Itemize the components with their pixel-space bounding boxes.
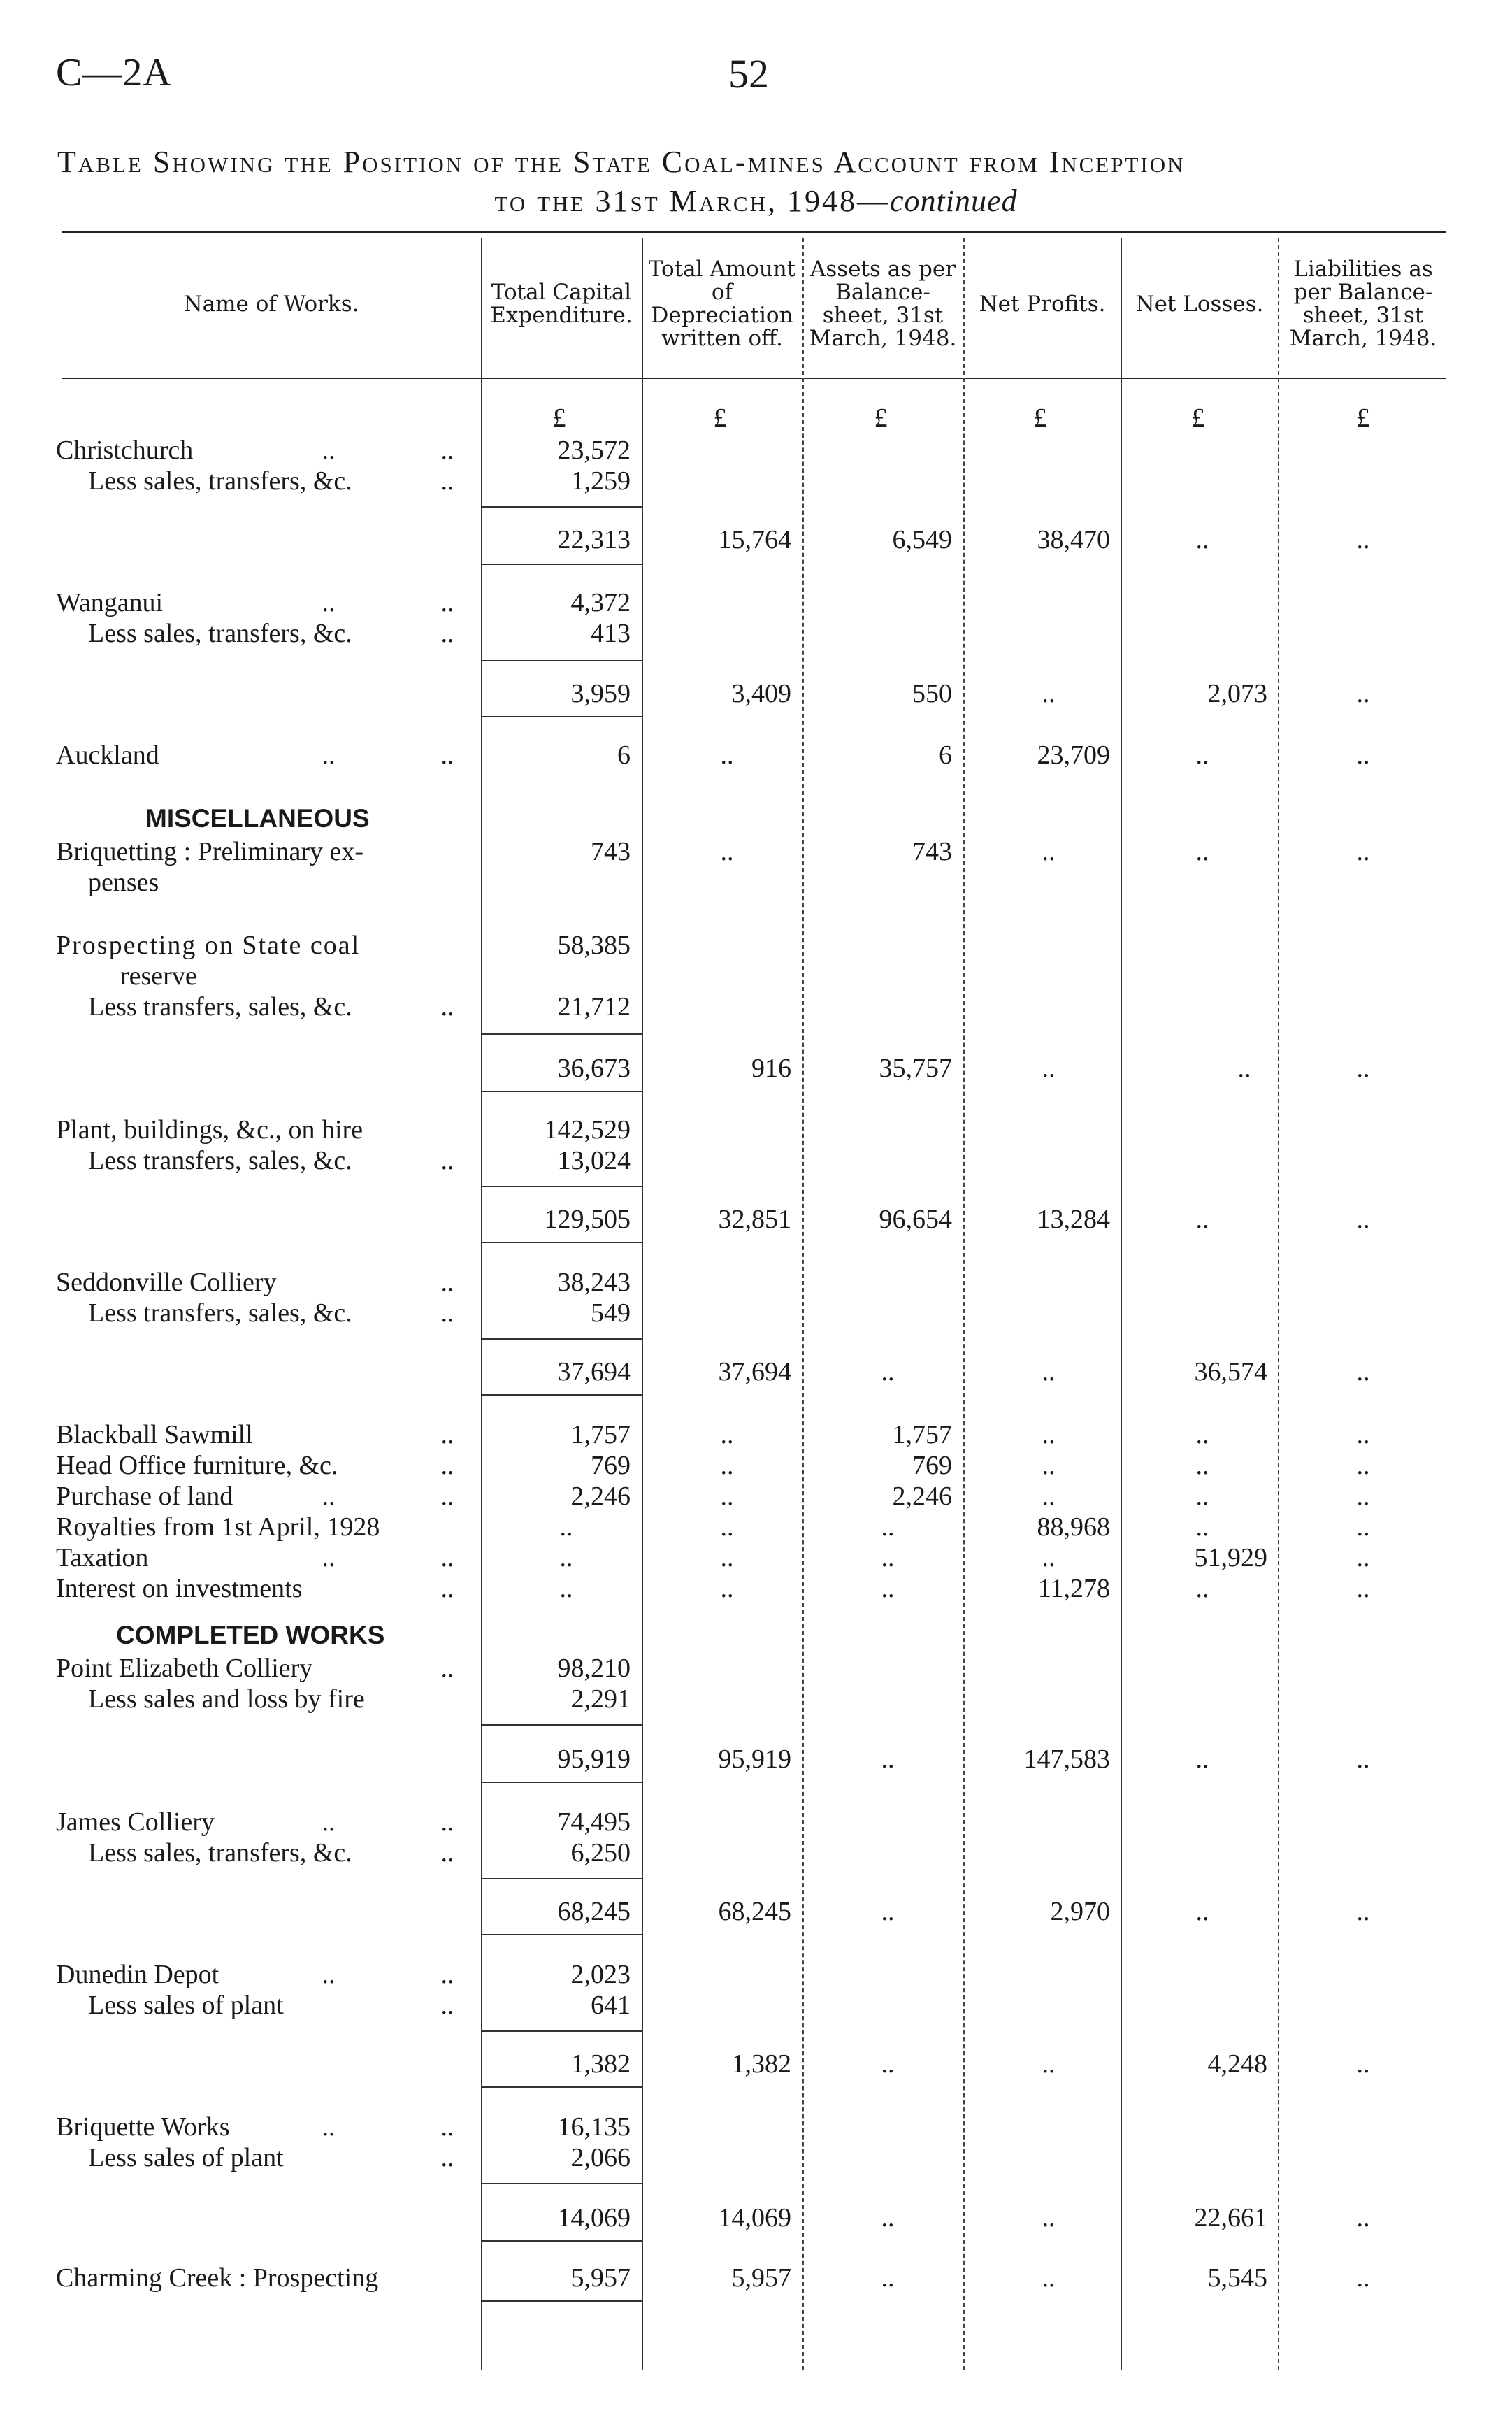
depreciation-value: .. [720, 1451, 734, 1480]
losses-value: .. [1195, 1897, 1209, 1926]
capital-value: .. [559, 1512, 573, 1542]
col-header-losses: Net Losses. [1135, 291, 1264, 317]
losses-value: 36,574 [1194, 1357, 1267, 1386]
capital-value: 74,495 [557, 1807, 631, 1837]
capital-value: .. [559, 1543, 573, 1572]
header-bottom-rule [62, 378, 1446, 379]
leader-dots: .. [440, 2143, 454, 2172]
liabilities-value: .. [1356, 525, 1370, 554]
page-number: 52 [728, 51, 769, 96]
liabilities-value: .. [1356, 837, 1370, 866]
subtotal-rule [482, 2240, 642, 2242]
capital-value: 2,246 [570, 1482, 631, 1511]
losses-value: .. [1195, 1205, 1209, 1234]
depreciation-value: .. [720, 837, 734, 866]
losses-value: 51,929 [1194, 1543, 1267, 1572]
liabilities-value: .. [1356, 1897, 1370, 1926]
depreciation-value: 37,694 [718, 1357, 791, 1386]
leader-dots: .. [322, 1960, 336, 1989]
profits-value: .. [1042, 837, 1056, 866]
subtotal-rule [482, 1242, 642, 1243]
section-heading-miscellaneous: MISCELLANEOUS [145, 804, 370, 833]
currency-symbol: £ [1033, 403, 1047, 433]
liabilities-value: .. [1356, 1451, 1370, 1480]
leader-dots: .. [440, 436, 454, 465]
row-name: Less sales of plant [88, 1991, 284, 2020]
row-name: reserve [120, 961, 197, 991]
profits-value: .. [1042, 1451, 1056, 1480]
subtotal-rule [482, 1186, 642, 1187]
row-name: Wanganui [56, 588, 164, 617]
table-title-line1: Table Showing the Position of the State Coal-mines Account from Inception [57, 145, 1186, 179]
subtotal-rule [482, 716, 642, 717]
leader-dots: .. [322, 1482, 336, 1511]
capital-value: 16,135 [557, 2112, 631, 2142]
capital-value: 36,673 [557, 1054, 631, 1083]
capital-value: 2,291 [570, 1684, 631, 1714]
losses-value: .. [1195, 740, 1209, 770]
liabilities-value: .. [1356, 1744, 1370, 1774]
subtotal-rule [482, 1338, 642, 1340]
depreciation-value: .. [720, 1512, 734, 1542]
row-name: Head Office furniture, &c. [56, 1451, 338, 1480]
currency-symbol: £ [713, 403, 727, 433]
subtotal-rule [482, 1033, 642, 1035]
profits-value: 2,970 [1050, 1897, 1110, 1926]
capital-value: 1,757 [570, 1420, 631, 1449]
subtotal-rule [482, 1782, 642, 1783]
row-name: Briquette Works [56, 2112, 230, 2142]
liabilities-value: .. [1356, 679, 1370, 708]
col-divider [642, 238, 643, 2370]
col-divider [802, 238, 804, 2370]
capital-value: 58,385 [557, 931, 631, 960]
profits-value: 38,470 [1037, 525, 1110, 554]
leader-dots: .. [440, 1543, 454, 1572]
profits-value: 88,968 [1037, 1512, 1110, 1542]
capital-value: 38,243 [557, 1268, 631, 1297]
capital-value: 6,250 [570, 1838, 631, 1868]
row-name: Less sales, transfers, &c. [88, 1838, 352, 1868]
profits-value: 11,278 [1037, 1574, 1110, 1603]
col-divider [1278, 238, 1279, 2370]
profits-value: 13,284 [1037, 1205, 1110, 1234]
leader-dots: .. [440, 1298, 454, 1328]
row-name: Briquetting : Preliminary ex- [56, 837, 364, 866]
depreciation-value: 14,069 [718, 2203, 791, 2233]
col-divider [963, 238, 965, 2370]
capital-value: 13,024 [557, 1146, 631, 1175]
depreciation-value: 916 [751, 1054, 791, 1083]
profits-value: .. [1042, 1482, 1056, 1511]
losses-value: .. [1237, 1054, 1251, 1083]
capital-value: 6 [617, 740, 631, 770]
profits-value: .. [1042, 2049, 1056, 2079]
leader-dots: .. [440, 1268, 454, 1297]
section-heading-completed-works: COMPLETED WORKS [116, 1621, 385, 1649]
row-name: Less transfers, sales, &c. [88, 1298, 352, 1328]
depreciation-value: 3,409 [731, 679, 791, 708]
subtotal-rule [482, 2300, 642, 2302]
depreciation-value: .. [720, 1574, 734, 1603]
row-name: Less sales, transfers, &c. [88, 619, 352, 648]
leader-dots: .. [440, 2112, 454, 2142]
table-title-line2: to the 31st March, 1948—continued [494, 184, 1018, 218]
liabilities-value: .. [1356, 1357, 1370, 1386]
capital-value: 98,210 [557, 1654, 631, 1683]
leader-dots: .. [440, 1960, 454, 1989]
capital-value: 37,694 [557, 1357, 631, 1386]
row-name: Less sales of plant [88, 2143, 284, 2172]
continued-label: continued [889, 184, 1018, 218]
depreciation-value: .. [720, 1420, 734, 1449]
leader-dots: .. [440, 1991, 454, 2020]
leader-dots: .. [322, 2112, 336, 2142]
leader-dots: .. [440, 1451, 454, 1480]
assets-value: .. [881, 1744, 895, 1774]
leader-dots: .. [322, 1807, 336, 1837]
capital-value: 22,313 [557, 525, 631, 554]
col-header-depreciation: Total Amount of Depreciation written off. [648, 257, 796, 351]
liabilities-value: .. [1356, 1482, 1370, 1511]
profits-value: .. [1042, 2203, 1056, 2233]
subtotal-rule [482, 1724, 642, 1726]
capital-value: 1,382 [570, 2049, 631, 2079]
depreciation-value: 15,764 [718, 525, 791, 554]
capital-value: 95,919 [557, 1744, 631, 1774]
row-name: Christchurch [56, 436, 194, 465]
depreciation-value: .. [720, 1482, 734, 1511]
depreciation-value: 1,382 [731, 2049, 791, 2079]
row-name: Dunedin Depot [56, 1960, 219, 1989]
currency-symbol: £ [1356, 403, 1370, 433]
subtotal-rule [482, 1091, 642, 1092]
assets-value: 769 [912, 1451, 952, 1480]
liabilities-value: .. [1356, 2049, 1370, 2079]
col-header-name: Name of Works. [183, 291, 359, 317]
capital-value: 23,572 [557, 436, 631, 465]
capital-value: 14,069 [557, 2203, 631, 2233]
profits-value: .. [1042, 2263, 1056, 2293]
assets-value: 1,757 [892, 1420, 952, 1449]
losses-value: 2,073 [1207, 679, 1267, 708]
liabilities-value: .. [1356, 2203, 1370, 2233]
leader-dots: .. [322, 588, 336, 617]
assets-value: .. [881, 1897, 895, 1926]
subtotal-rule [482, 2086, 642, 2088]
profits-value: .. [1042, 1054, 1056, 1083]
col-header-capital: Total Capital Expenditure. [490, 280, 633, 328]
subtotal-rule [482, 660, 642, 661]
row-name: Seddonville Colliery [56, 1268, 277, 1297]
capital-value: 769 [591, 1451, 631, 1480]
col-divider [1121, 238, 1122, 2370]
col-header-liabilities: Liabilities as per Balance-sheet, 31st March, 1948. [1289, 257, 1437, 351]
assets-value: .. [881, 2203, 895, 2233]
capital-value: .. [559, 1574, 573, 1603]
leader-dots: .. [440, 1838, 454, 1868]
capital-value: 3,959 [570, 679, 631, 708]
subtotal-rule [482, 2183, 642, 2184]
col-header-profits: Net Profits. [979, 291, 1106, 317]
subtotal-rule [482, 1934, 642, 1935]
capital-value: 129,505 [544, 1205, 631, 1234]
depreciation-value: .. [720, 740, 734, 770]
row-name: Purchase of land [56, 1482, 233, 1511]
losses-value: 5,545 [1207, 2263, 1267, 2293]
profits-value: .. [1042, 1420, 1056, 1449]
row-name: Prospecting on State coal [56, 931, 361, 960]
losses-value: .. [1195, 1574, 1209, 1603]
leader-dots: .. [440, 992, 454, 1022]
currency-symbol: £ [552, 403, 566, 433]
capital-value: 2,066 [570, 2143, 631, 2172]
assets-value: 6 [939, 740, 952, 770]
depreciation-value: 5,957 [731, 2263, 791, 2293]
profits-value: 23,709 [1037, 740, 1110, 770]
losses-value: .. [1195, 1744, 1209, 1774]
assets-value: .. [881, 1574, 895, 1603]
losses-value: 4,248 [1207, 2049, 1267, 2079]
subtotal-rule [482, 506, 642, 508]
leader-dots: .. [440, 740, 454, 770]
leader-dots: .. [440, 1420, 454, 1449]
row-name: Interest on investments [56, 1574, 303, 1603]
leader-dots: .. [322, 1543, 336, 1572]
capital-value: 2,023 [570, 1960, 631, 1989]
row-name: penses [88, 868, 159, 897]
losses-value: .. [1195, 837, 1209, 866]
leader-dots: .. [440, 1807, 454, 1837]
capital-value: 68,245 [557, 1897, 631, 1926]
leader-dots: .. [440, 1146, 454, 1175]
assets-value: .. [881, 1543, 895, 1572]
row-name: Auckland [56, 740, 159, 770]
depreciation-value: 32,851 [718, 1205, 791, 1234]
row-name: Blackball Sawmill [56, 1420, 253, 1449]
profits-value: .. [1042, 679, 1056, 708]
assets-value: 96,654 [879, 1205, 952, 1234]
assets-value: .. [881, 1512, 895, 1542]
capital-value: 142,529 [544, 1115, 631, 1145]
losses-value: .. [1195, 1512, 1209, 1542]
leader-dots: .. [440, 1574, 454, 1603]
leader-dots: .. [440, 1482, 454, 1511]
losses-value: .. [1195, 1420, 1209, 1449]
table-top-rule [62, 231, 1446, 233]
col-divider [481, 238, 482, 2370]
col-header-assets: Assets as per Balance-sheet, 31st March, 1948. [809, 257, 957, 351]
currency-symbol: £ [1191, 403, 1205, 433]
row-name: Less sales, transfers, &c. [88, 466, 352, 496]
liabilities-value: .. [1356, 1205, 1370, 1234]
depreciation-value: 95,919 [718, 1744, 791, 1774]
row-name: Point Elizabeth Colliery [56, 1654, 313, 1683]
assets-value: 6,549 [892, 525, 952, 554]
currency-symbol: £ [874, 403, 888, 433]
subtotal-rule [482, 564, 642, 565]
leader-dots: .. [440, 1654, 454, 1683]
liabilities-value: .. [1356, 1512, 1370, 1542]
losses-value: .. [1195, 1451, 1209, 1480]
losses-value: .. [1195, 525, 1209, 554]
capital-value: 641 [591, 1991, 631, 2020]
depreciation-value: .. [720, 1543, 734, 1572]
depreciation-value: 68,245 [718, 1897, 791, 1926]
leader-dots: .. [440, 619, 454, 648]
losses-value: .. [1195, 1482, 1209, 1511]
leader-dots: .. [322, 436, 336, 465]
capital-value: 4,372 [570, 588, 631, 617]
liabilities-value: .. [1356, 1420, 1370, 1449]
row-name: Less transfers, sales, &c. [88, 1146, 352, 1175]
document-code: C—2A [56, 51, 172, 94]
liabilities-value: .. [1356, 1543, 1370, 1572]
row-name: Charming Creek : Prospecting [56, 2263, 379, 2293]
assets-value: 550 [912, 679, 952, 708]
subtotal-rule [482, 1394, 642, 1396]
capital-value: 413 [591, 619, 631, 648]
liabilities-value: .. [1356, 740, 1370, 770]
row-name: James Colliery [56, 1807, 215, 1837]
row-name: Plant, buildings, &c., on hire [56, 1115, 363, 1145]
row-name: Less transfers, sales, &c. [88, 992, 352, 1022]
profits-value: .. [1042, 1357, 1056, 1386]
row-name: Royalties from 1st April, 1928 [56, 1512, 380, 1542]
assets-value: 35,757 [879, 1054, 952, 1083]
subtotal-rule [482, 1878, 642, 1879]
leader-dots: .. [322, 740, 336, 770]
capital-value: 21,712 [557, 992, 631, 1022]
assets-value: .. [881, 2049, 895, 2079]
capital-value: 5,957 [570, 2263, 631, 2293]
assets-value: .. [881, 1357, 895, 1386]
profits-value: 147,583 [1023, 1744, 1110, 1774]
leader-dots: .. [440, 588, 454, 617]
assets-value: 2,246 [892, 1482, 952, 1511]
capital-value: 1,259 [570, 466, 631, 496]
subtotal-rule [482, 2030, 642, 2032]
profits-value: .. [1042, 1543, 1056, 1572]
leader-dots: .. [440, 466, 454, 496]
liabilities-value: .. [1356, 2263, 1370, 2293]
row-name: Taxation [56, 1543, 149, 1572]
liabilities-value: .. [1356, 1574, 1370, 1603]
losses-value: 22,661 [1194, 2203, 1267, 2233]
liabilities-value: .. [1356, 1054, 1370, 1083]
assets-value: 743 [912, 837, 952, 866]
row-name: Less sales and loss by fire [88, 1684, 365, 1714]
capital-value: 743 [591, 837, 631, 866]
assets-value: .. [881, 2263, 895, 2293]
capital-value: 549 [591, 1298, 631, 1328]
